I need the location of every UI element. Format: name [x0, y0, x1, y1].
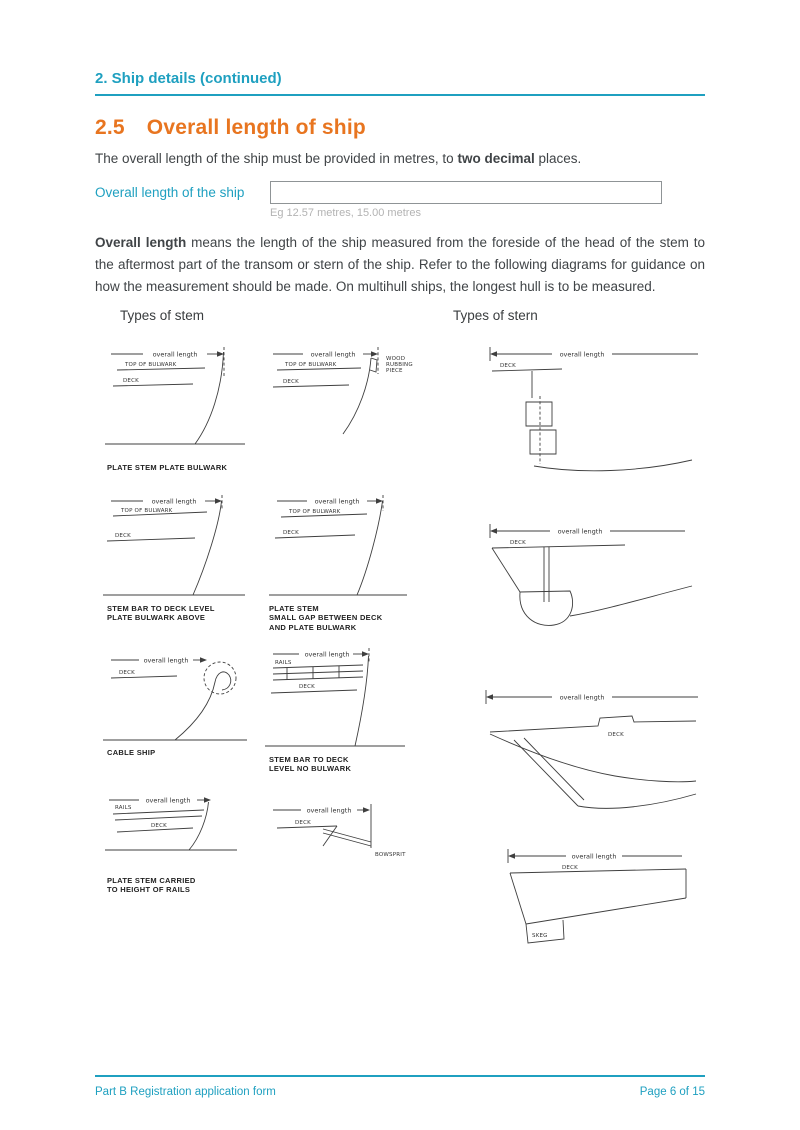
overall-length-label: overall length	[314, 497, 360, 506]
caption-line: CABLE SHIP	[107, 747, 156, 757]
stern-drawing-1	[480, 342, 705, 494]
heading-title: Overall length of ship	[146, 116, 366, 139]
diagram-plate-stem-plate-bulwark	[103, 344, 253, 473]
overall-length-label: overall length	[145, 796, 191, 805]
diagram-stern-rudder-frame	[480, 342, 705, 494]
overall-length-hint: Eg 12.57 metres, 15.00 metres	[270, 207, 422, 219]
stem-drawing-plate-stem-rails	[103, 790, 253, 856]
deck-label: DECK	[299, 683, 315, 690]
header-rule	[95, 94, 705, 96]
drawing-strokes	[508, 849, 686, 943]
deck-label: DECK	[608, 731, 624, 738]
deck-label: DECK	[115, 532, 131, 539]
page-footer	[95, 1075, 705, 1098]
drawing-strokes	[273, 347, 378, 434]
caption-line: STEM BAR TO DECK LEVEL	[107, 603, 215, 613]
top-of-bulwark-label: TOP OF BULWARK	[125, 361, 177, 368]
deck-label: DECK	[151, 822, 167, 829]
deck-label: DECK	[283, 529, 299, 536]
caption-line: LEVEL NO BULWARK	[269, 764, 352, 774]
footer-rule	[95, 1075, 705, 1077]
deck-label: DECK	[283, 378, 299, 385]
overall-length-label: overall length	[143, 656, 189, 665]
deck-label: DECK	[119, 669, 135, 676]
diagrams-section	[95, 308, 705, 980]
overall-length-label: overall length	[306, 806, 352, 815]
footer-row	[95, 1086, 705, 1098]
overall-length-label: Overall length of the ship	[95, 185, 245, 200]
stem-drawing-small-gap	[265, 493, 415, 601]
types-of-stern-title: Types of stern	[453, 307, 538, 323]
caption-line: PLATE STEM PLATE BULWARK	[107, 462, 228, 472]
drawing-strokes	[486, 690, 698, 808]
diagram-plate-stem-small-gap	[265, 493, 415, 633]
stem-drawing-stem-bar-bulwark	[103, 493, 253, 601]
diagram-caption	[269, 755, 415, 775]
stern-drawing-4	[480, 846, 705, 966]
diagram-cable-ship	[103, 648, 253, 758]
heading-number: 2.5	[95, 116, 125, 139]
intro-bold: two decimal	[457, 151, 535, 166]
deck-label: DECK	[562, 864, 578, 871]
diagram-stem-bar-plate-bulwark	[103, 493, 253, 624]
overall-length-field-row	[95, 181, 705, 219]
stem-drawing-wood-rubbing	[265, 344, 415, 436]
deck-label: DECK	[500, 362, 516, 369]
overall-length-label: overall length	[152, 350, 198, 359]
diagram-caption	[107, 604, 253, 624]
diagram-stem-bar-no-bulwark	[265, 646, 415, 775]
overall-length-input-wrap	[270, 181, 662, 219]
skeg-label: SKEG	[532, 932, 548, 939]
diagram-stern-counter	[480, 688, 705, 838]
diagram-stern-hung-rudder	[480, 518, 705, 653]
overall-length-label: overall length	[557, 527, 603, 536]
stem-drawing-no-bulwark	[265, 646, 415, 752]
bowsprit-label: BOWSPRIT	[375, 851, 406, 858]
rails-label: RAILS	[275, 659, 292, 666]
diagram-caption	[269, 604, 415, 633]
deck-label: DECK	[123, 377, 139, 384]
caption-line: TO HEIGHT OF RAILS	[107, 885, 191, 895]
diagram-caption	[107, 876, 253, 896]
deck-label: DECK	[510, 539, 526, 546]
definition-bold: Overall length	[95, 235, 187, 250]
wood-rubbing-piece-label: WOOD	[386, 355, 406, 362]
stem-drawing-cable-ship	[103, 648, 253, 745]
top-of-bulwark-label: TOP OF BULWARK	[289, 508, 341, 515]
diagram-wood-rubbing-piece	[265, 344, 415, 436]
page-title	[95, 116, 705, 140]
drawing-strokes	[490, 347, 698, 471]
diagram-plate-stem-rails	[103, 790, 253, 896]
wood-rubbing-piece-label: PIECE	[386, 367, 403, 374]
diagram-caption	[107, 748, 253, 758]
caption-line: PLATE STEM	[269, 603, 319, 613]
section-header: 2. Ship details (continued)	[95, 70, 282, 87]
footer-document-title: Part B Registration application form	[95, 1086, 276, 1098]
overall-length-label: overall length	[559, 693, 605, 702]
deck-label: DECK	[295, 819, 311, 826]
intro-pre: The overall length of the ship must be provided in metres, to	[95, 151, 458, 166]
intro-text	[95, 151, 705, 166]
overall-length-label: overall length	[571, 852, 617, 861]
stern-drawing-2	[480, 518, 705, 653]
stern-drawing-3	[480, 688, 705, 838]
intro-post: places.	[534, 151, 582, 166]
diagram-bowsprit	[265, 800, 415, 862]
overall-length-label: overall length	[304, 650, 350, 659]
definition-paragraph	[95, 232, 705, 298]
rails-label: RAILS	[115, 804, 132, 811]
footer-page-number: Page 6 of 15	[639, 1086, 705, 1098]
definition-text: means the length of the ship measured from the foreside of the head of the stem to the aftermost part of the transom or stern of the ship. Refer to the following diagrams for guidance on how the measurement should be made. On multihull ships, the longest hull is to be measured.	[95, 235, 705, 294]
stem-drawing-plate-bulwark	[103, 344, 253, 460]
diagram-caption	[107, 463, 253, 473]
top-of-bulwark-label: TOP OF BULWARK	[121, 507, 173, 514]
top-of-bulwark-label: TOP OF BULWARK	[285, 361, 337, 368]
caption-line: STEM BAR TO DECK	[269, 754, 349, 764]
caption-line: PLATE STEM CARRIED	[107, 875, 196, 885]
caption-line: SMALL GAP BETWEEN DECK	[269, 613, 383, 623]
types-of-stem-title: Types of stem	[120, 307, 205, 323]
stem-drawing-bowsprit	[265, 800, 415, 862]
diagram-stern-skeg	[480, 846, 705, 966]
overall-length-label: overall length	[151, 497, 197, 506]
overall-length-label: overall length	[559, 350, 605, 359]
overall-length-label: overall length	[310, 350, 356, 359]
overall-length-input[interactable]	[270, 181, 662, 204]
caption-line: PLATE BULWARK ABOVE	[107, 613, 206, 623]
caption-line: AND PLATE BULWARK	[269, 623, 357, 633]
wood-rubbing-piece-label: RUBBING	[386, 361, 413, 368]
